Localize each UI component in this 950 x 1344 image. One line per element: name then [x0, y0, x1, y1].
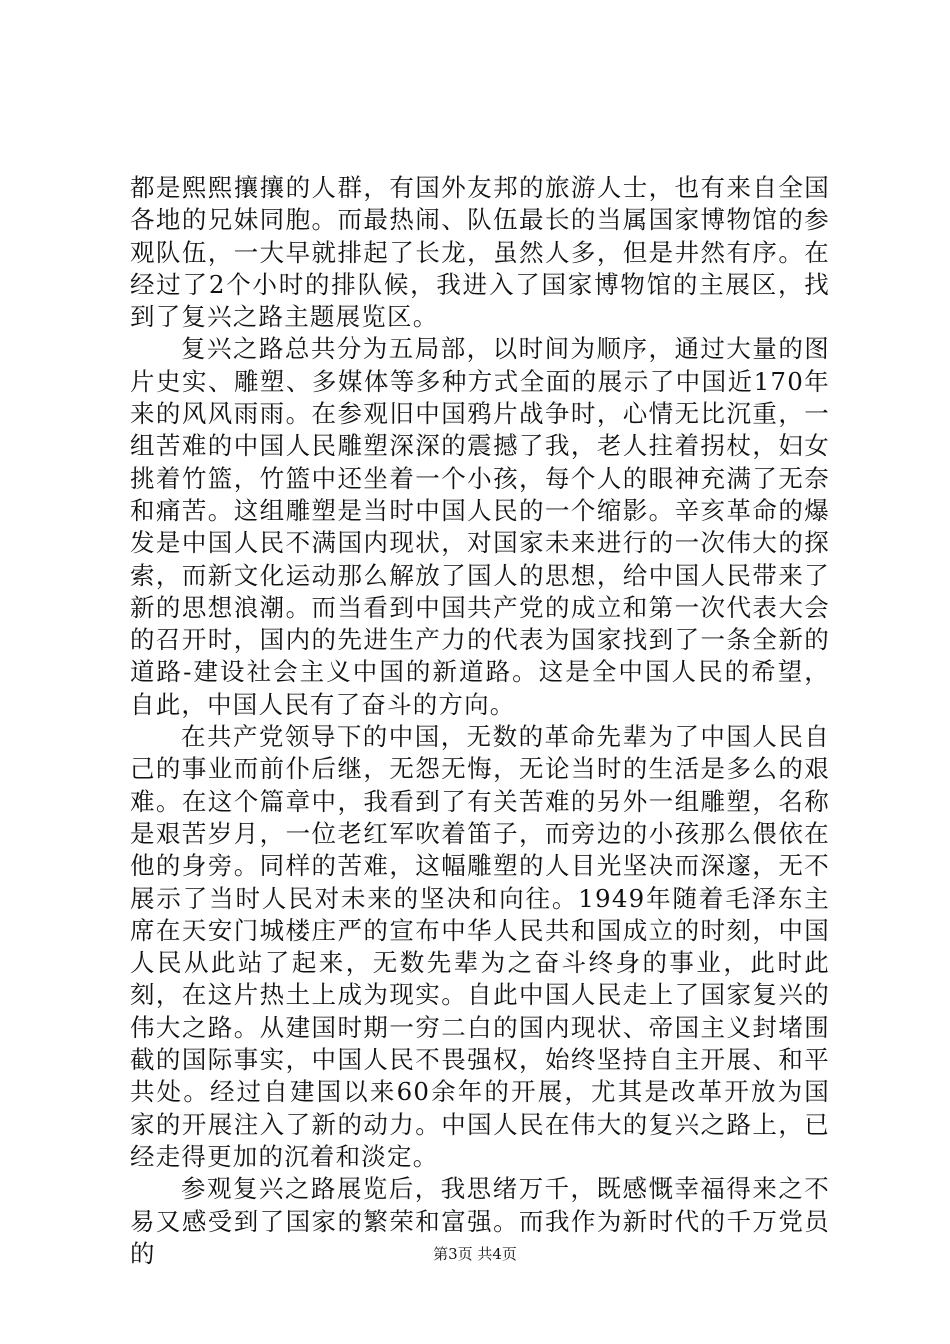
paragraph-4: 参观复兴之路展览后，我思绪万千，既感慨幸福得来之不易又感受到了国家的繁荣和富强。而我作为新时代的千万党员的 [130, 1174, 830, 1268]
paragraph-1: 都是熙熙攘攘的人群，有国外友邦的旅游人士，也有来自全国各地的兄妹同胞。而最热闹、队伍最长的当属国家博物馆的参观队伍，一大早就排起了长龙，虽然人多，但是井然有序。在经过了2个小时的排队候，我进入了国家博物馆的主展区，找到了复兴之路主题展览区。 [130, 173, 830, 332]
document-body [130, 172, 830, 1270]
paragraph-2: 复兴之路总共分为五局部，以时间为顺序，通过大量的图片史实、雕塑、多媒体等多种方式全面的展示了中国近170年来的风风雨雨。在参观旧中国鸦片战争时，心情无比沉重，一组苦难的中国人民雕塑深深的震撼了我，老人拄着拐杖，妇女挑着竹篮，竹篮中还坐着一个小孩，每个人的眼神充满了无奈和痛苦。这组雕塑是当时中国人民的一个缩影。辛亥革命的爆发是中国人民不满国内现状，对国家未来进行的一次伟大的探索，而新文化运动那么解放了国人的思想，给中国人民带来了新的思想浪潮。而当看到中国共产党的成立和第一次代表大会的召开时，国内的先进生产力的代表为国家找到了一条全新的道路-建设社会主义中国的新道路。这是全中国人民的希望，自此，中国人民有了奋斗的方向。 [130, 334, 830, 719]
paragraph-3: 在共产党领导下的中国，无数的革命先辈为了中国人民自己的事业而前仆后继，无怨无悔，无论当时的生活是多么的艰难。在这个篇章中，我看到了有关苦难的另外一组雕塑，名称是艰苦岁月，一位老红军吹着笛子，而旁边的小孩那么偎依在他的身旁。同样的苦难，这幅雕塑的人目光坚决而深邃，无不展示了当时人民对未来的坚决和向往。1949年随着毛泽东主席在天安门城楼庄严的宣布中华人民共和国成立的时刻，中国人民从此站了起来，无数先辈为之奋斗终身的事业，此时此刻，在这片热土上成为现实。自此中国人民走上了国家复兴的伟大之路。从建国时期一穷二白的国内现状、帝国主义封堵围截的国际事实，中国人民不畏强权，始终坚持自主开展、和平共处。经过自建国以来60余年的开展，尤其是改革开放为国家的开展注入了新的动力。中国人民在伟大的复兴之路上，已经走得更加的沉着和淡定。 [130, 722, 830, 1171]
page-number-footer: 第3页 共4页 [433, 1245, 517, 1263]
